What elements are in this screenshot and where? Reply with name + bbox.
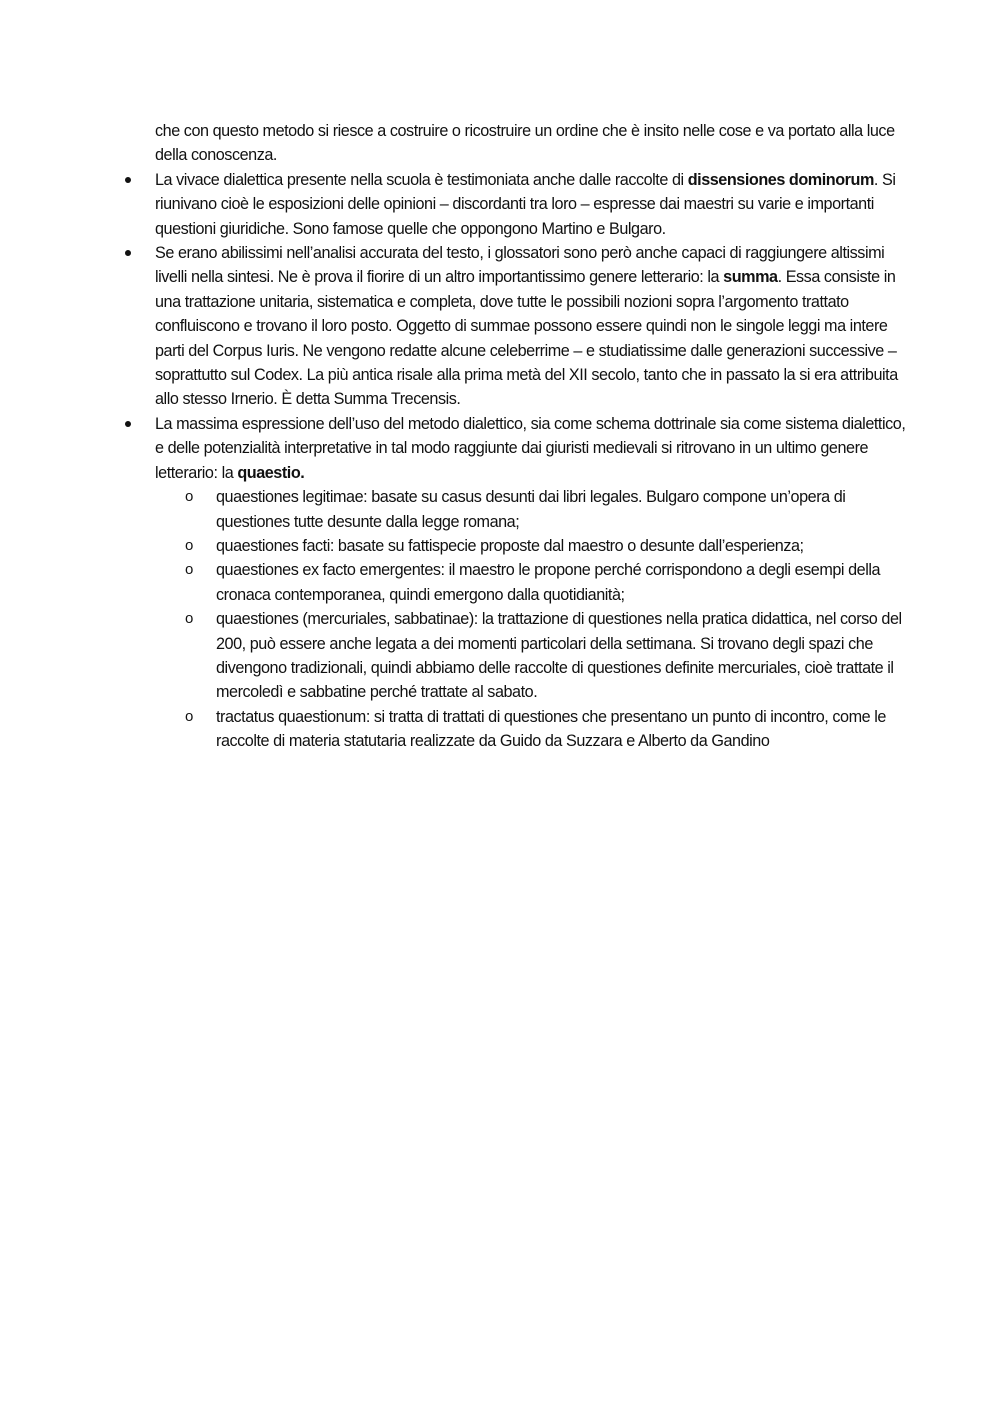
sub-list	[155, 485, 915, 753]
sub-bullet-icon: o	[185, 561, 193, 579]
sub-item-legitimae	[185, 485, 915, 534]
bullet-text-before: La vivace dialettica presente nella scuola è testimoniata anche dalle raccolte di	[155, 170, 688, 189]
document-body	[155, 119, 915, 754]
bullet-item-dissensiones	[155, 168, 915, 241]
sub-bullet-icon: o	[185, 610, 193, 628]
bullet-dot-icon	[125, 177, 131, 183]
sub-item-mercuriales	[185, 607, 915, 705]
bullet-text-after: . Essa consiste in una trattazione unitaria, sistematica e completa, dove tutte le possibili nozioni sopra l’argomento trattato confluiscono e trovano il loro posto. Oggetto di summae possono essere quindi non le singole leggi ma intere parti del Corpus Iuris. Ne vengono redatte alcune celeberrime – e studiatissime dalle generazioni successive – soprattutto sul Codex. La più antica risale alla prima metà del XII secolo, tanto che in passato la si era attribuita allo stesso Irnerio. È detta Summa Trecensis.	[155, 268, 898, 409]
bullet-item-quaestio	[155, 412, 915, 754]
bullet-text-after: . Si riunivano cioè le esposizioni delle opinioni – discordanti tra loro – espresse dai maestri su varie e importanti questioni giuridiche. Sono famose quelle che oppongono Martino e Bulgaro.	[155, 170, 896, 238]
bullet-text-bold: dissensiones dominorum	[687, 170, 874, 189]
sub-item-text: quaestiones facti: basate su fattispecie proposte dal maestro o desunte dall’esperienza;	[216, 536, 804, 555]
sub-bullet-icon: o	[185, 707, 193, 725]
bullet-list	[155, 168, 915, 754]
bullet-item-summa	[155, 241, 915, 412]
sub-bullet-icon: o	[185, 536, 193, 554]
bullet-dot-icon	[125, 250, 131, 256]
bullet-text-bold: quaestio.	[237, 463, 305, 482]
sub-item-text: quaestiones (mercuriales, sabbatinae): la trattazione di questiones nella pratica didattica, nel corso del 200, può essere anche legata a dei momenti particolari della settimana. Si trovano degli spazi che divengono tradizionali, quindi abbiamo delle raccolte di questiones definite mercuriales, cioè trattate il mercoledì e sabbatine perché trattate al sabato.	[216, 610, 902, 702]
bullet-text-before: La massima espressione dell’uso del metodo dialettico, sia come schema dottrinale sia come sistema dialettico, e delle potenzialità interpretative in tal modo raggiunte dai giuristi medievali si ritrovano in un ultimo genere letterario: la	[155, 414, 906, 482]
sub-item-tractatus	[185, 705, 915, 754]
sub-item-text: quaestiones legitimae: basate su casus desunti dai libri legales. Bulgaro compone un’opera di questiones tutte desunte dalla legge romana;	[216, 488, 846, 531]
sub-item-ex-facto	[185, 558, 915, 607]
intro-paragraph: che con questo metodo si riesce a costruire o ricostruire un ordine che è insito nelle cose e va portato alla luce della conoscenza.	[155, 122, 895, 165]
bullet-text-bold: summa	[723, 268, 778, 287]
bullet-text-before: Se erano abilissimi nell’analisi accurata del testo, i glossatori sono però anche capaci di raggiungere altissimi livelli nella sintesi. Ne è prova il fiorire di un altro importantissimo genere letterario: la	[155, 244, 885, 287]
sub-bullet-icon: o	[185, 488, 193, 506]
sub-item-text: quaestiones ex facto emergentes: il maestro le propone perché corrispondono a degli esempi della cronaca contemporanea, quindi emergono dalla quotidianità;	[216, 561, 881, 604]
bullet-dot-icon	[125, 421, 131, 427]
sub-item-facti	[185, 534, 915, 558]
sub-item-text: tractatus quaestionum: si tratta di trattati di questiones che presentano un punto di incontro, come le raccolte di materia statutaria realizzate da Guido da Suzzara e Alberto da Gandino	[216, 707, 886, 751]
